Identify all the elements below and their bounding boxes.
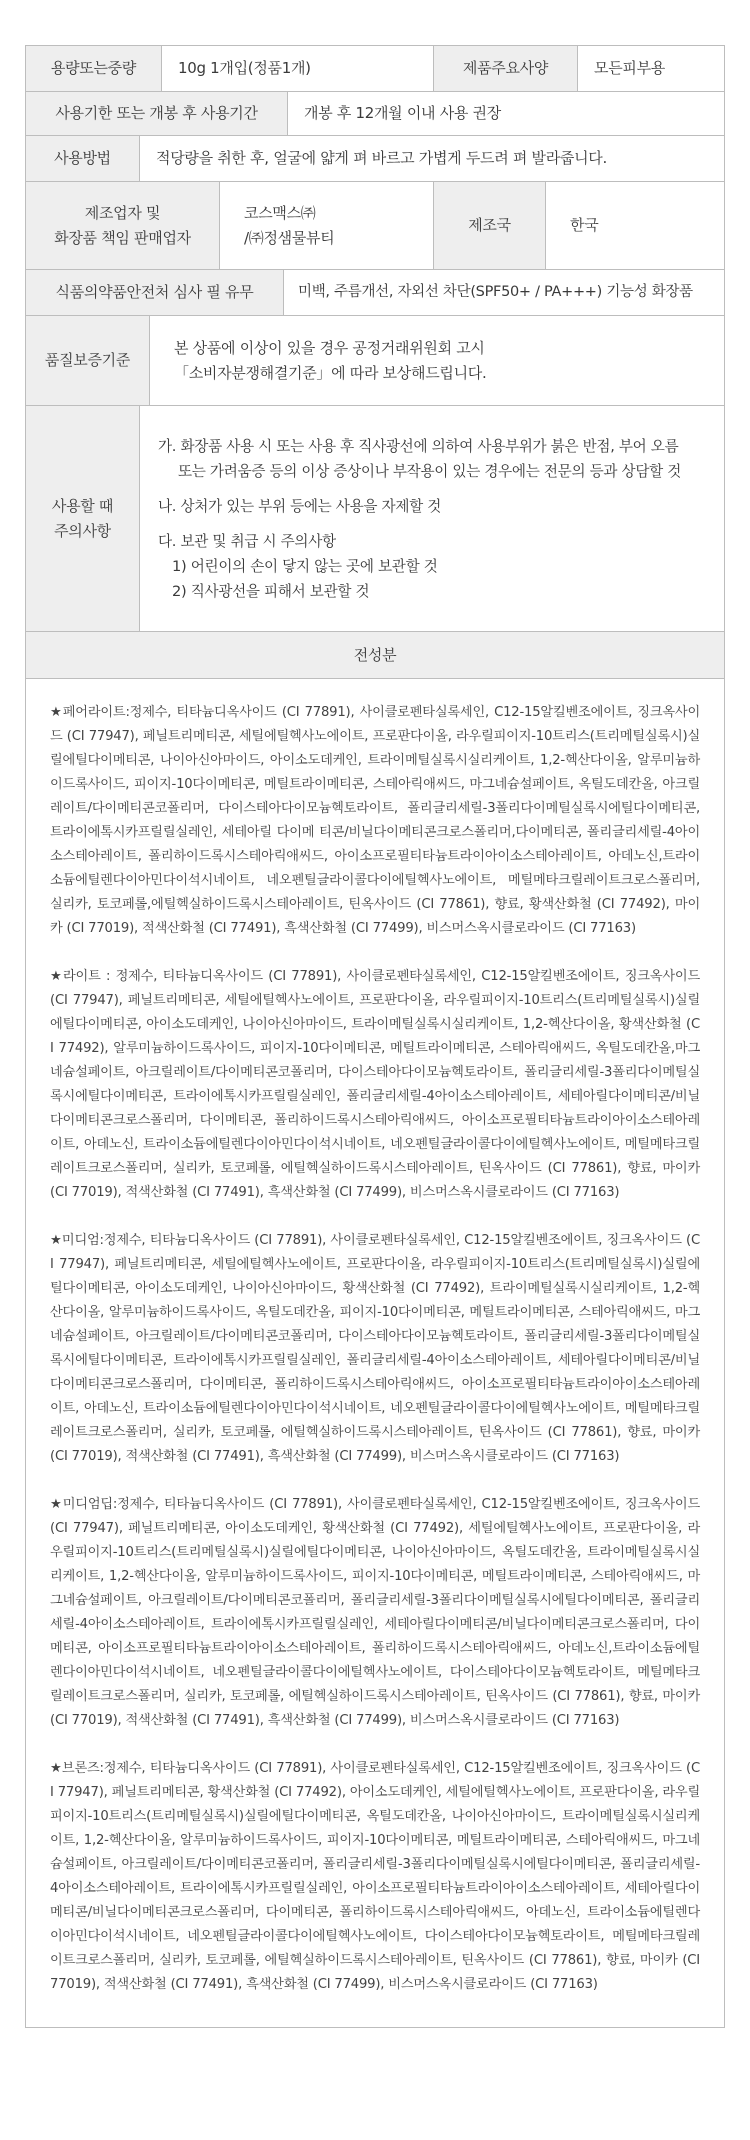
quality-label: 품질보증기준 (26, 316, 150, 405)
mfds-value: 미백, 주름개선, 자외선 차단(SPF50+ / PA+++) 기능성 화장품 (284, 270, 724, 315)
caution-c: 다. 보관 및 취급 시 주의사항 (158, 532, 336, 550)
maker-row (26, 182, 724, 270)
maker-label-line1: 제조업자 및 (84, 203, 161, 222)
expiry-label: 사용기한 또는 개봉 후 사용기간 (26, 92, 288, 135)
ingredients-body (26, 679, 724, 2027)
maker-value (220, 182, 434, 269)
caution-a-line1: 가. 화장품 사용 시 또는 사용 후 직사광선에 의하여 사용부위가 붉은 반점, 부어 오름 (158, 437, 679, 455)
capacity-label: 용량또는중량 (26, 46, 162, 91)
expiry-value: 개봉 후 12개월 이내 사용 권장 (288, 92, 724, 135)
country-label: 제조국 (434, 182, 546, 269)
maker-value-line1: 코스맥스㈜ (244, 203, 316, 222)
spec-value: 모든피부용 (578, 46, 724, 91)
ingredients-title-row (26, 632, 724, 679)
ingredient-list-light: ★라이트 : 정제수, 티타늄디옥사이드 (CI 77891), 사이클로펜타실록세인, C12-15알킬벤조에이트, 징크옥사이드 (CI 77947), 페닐트리메티콘, 세틸에틸헥사노에이트, 프로판다이올, 라우릴피이지-10트리스(트리메틸실록시)실릴에틸다이메티콘, 아이소도데케인, 나이아신아마이드, 트라이메틸실록시실리케이트, 1,2-헥산다이올, 황색산화철 (CI 77492), 알루미늄하이드록사이드, 피이지-10다이메티콘, 메틸트라이메티콘, 스테아릭애씨드, 옥틸도데칸올,마그네슘설페이트, 아크릴레이트/다이메티콘코폴리머, 다이스테아다이모늄헥토라이트, 폴리글리세릴-3폴리다이메틸실록시에틸다이메티콘, 트라이에톡시카프릴릴실레인, 폴리글리세릴-4아이소스테아레이트, 세테아릴다이메티콘/비닐다이메티콘크로스폴리머, 다이메티콘, 폴리하이드록시스테아릭애씨드, 아이소프로필티타늄트라이아이소스테아레이트, 아데노신, 트라이소듐에틸렌다이아민다이석시네이트, 네오펜틸글라이콜다이에틸헥사노에이트, 메틸메타크릴레이트크로스폴리머, 실리카, 토코페롤, 에틸헥실하이드록시스테아레이트, 틴옥사이드 (CI 77861), 향료, 마이카 (CI 77019), 적색산화철 (CI 77491), 흑색산화철 (CI 77499), 비스머스옥시클로라이드 (CI 77163) (50, 969, 700, 1200)
ingredient-list-medium-deep: ★미디엄딥:정제수, 티타늄디옥사이드 (CI 77891), 사이클로펜타실록세인, C12-15알킬벤조에이트, 징크옥사이드 (CI 77947), 페닐트리메티콘, 아이소도데케인, 황색산화철 (CI 77492), 세틸에틸헥사노에이트, 프로판다이올, 라우릴피이지-10트리스(트리메틸실록시)실릴에틸다이메티콘, 나이아신아마이드, 옥틸도데칸올, 트라이메틸실록시실리케이트, 1,2-헥산다이올, 알루미늄하이드록사이드, 피이지-10다이메티콘, 메틸트라이메티콘, 스테아릭애씨드, 마그네슘설페이트, 아크릴레이트/다이메티콘코폴리머, 폴리글리세릴-3폴리다이메틸실록시에틸다이메티콘, 폴리글리세릴-4아이소스테아레이트, 트라이에톡시카프릴릴실레인, 세테아릴다이메티콘/비닐다이메티콘크로스폴리머, 다이메티콘, 아이소프로필티타늄트라이아이소스테아레이트, 폴리하이드록시스테아릭애씨드, 아데노신,트라이소듐에틸렌다이아민다이석시네이트, 네오펜틸글라이콜다이에틸헥사노에이트, 다이스테아다이모늄헥토라이트, 메틸메타크릴레이트크로스폴리머, 실리카, 토코페롤, 에틸헥실하이드록시스테아레이트, 틴옥사이드 (CI 77861), 향료, 마이카 (CI 77019), 적색산화철 (CI 77491), 흑색산화철 (CI 77499), 비스머스옥시클로라이드 (CI 77163) (50, 1497, 700, 1728)
caution-label-line2: 주의사항 (54, 521, 111, 540)
ingredients-row (26, 679, 724, 2028)
caution-a-line2: 또는 가려움증 등의 이상 증상이나 부작용이 있는 경우에는 전문의 등과 상담할 것 (178, 462, 682, 480)
caution-label (26, 406, 140, 631)
capacity-row (26, 46, 724, 92)
quality-value (150, 316, 724, 405)
maker-label-line2: 화장품 책임 판매업자 (54, 228, 191, 247)
mfds-label: 식품의약품안전처 심사 필 유무 (26, 270, 284, 315)
maker-value-line2: /㈜정샘물뷰티 (244, 228, 335, 247)
quality-value-line1: 본 상품에 이상이 있을 경우 공정거래위원회 고시 (174, 338, 485, 357)
expiry-row (26, 92, 724, 136)
ingredients-title: 전성분 (26, 632, 724, 678)
ingredient-list-medium: ★미디엄:정제수, 티타늄디옥사이드 (CI 77891), 사이클로펜타실록세인, C12-15알킬벤조에이트, 징크옥사이드 (CI 77947), 페닐트리메티콘, 세틸에틸헥사노에이트, 프로판다이올, 라우릴피이지-10트리스(트리메틸실록시)실릴에틸다이메티콘, 아이소도데케인, 나이아신아마이드, 황색산화철 (CI 77492), 트라이메틸실록시실리케이트, 1,2-헥산다이올, 알루미늄하이드록사이드, 옥틸도데칸올, 피이지-10다이메티콘, 메틸트라이메티콘, 스테아릭애씨드, 마그네슘설페이트, 아크릴레이트/다이메티콘코폴리머, 다이스테아다이모늄헥토라이트, 폴리글리세릴-3폴리다이메틸실록시에틸다이메티콘, 트라이에톡시카프릴릴실레인, 폴리글리세릴-4아이소스테아레이트, 세테아릴다이메티콘/비닐다이메티콘크로스폴리머, 다이메티콘, 폴리하이드록시스테아릭애씨드, 아이소프로필티타늄트라이아이소스테아레이트, 아데노신, 트라이소듐에틸렌다이아민다이석시네이트, 네오펜틸글라이콜다이에틸헥사노에이트, 메틸메타크릴레이트크로스폴리머, 실리카, 토코페롤, 에틸헥실하이드록시스테아레이트, 틴옥사이드 (CI 77861), 향료, 마이카 (CI 77019), 적색산화철 (CI 77491), 흑색산화철 (CI 77499), 비스머스옥시클로라이드 (CI 77163) (50, 1233, 700, 1464)
country-value: 한국 (546, 182, 724, 269)
product-info-table (25, 45, 725, 2028)
maker-label (26, 182, 220, 269)
usage-label: 사용방법 (26, 136, 140, 181)
caution-row (26, 406, 724, 632)
caution-label-line1: 사용할 때 (51, 496, 114, 515)
usage-row (26, 136, 724, 182)
quality-row (26, 316, 724, 406)
usage-value: 적당량을 취한 후, 얼굴에 얇게 펴 바르고 가볍게 두드려 펴 발라줍니다. (140, 136, 724, 181)
caution-c1: 1) 어린이의 손이 닿지 않는 곳에 보관할 것 (172, 557, 438, 575)
caution-c2: 2) 직사광선을 피해서 보관할 것 (172, 582, 370, 600)
caution-value (140, 406, 724, 631)
quality-value-line2: 「소비자분쟁해결기준」에 따라 보상해드립니다. (174, 363, 487, 382)
ingredient-list-bronze: ★브론즈:정제수, 티타늄디옥사이드 (CI 77891), 사이클로펜타실록세인, C12-15알킬벤조에이트, 징크옥사이드 (CI 77947), 페닐트리메티콘, 황색산화철 (CI 77492), 아이소도데케인, 세틸에틸헥사노에이트, 프로판다이올, 라우릴피이지-10트리스(트리메틸실록시)실릴에틸다이메티콘, 옥틸도데칸올, 나이아신아마이드, 트라이메틸실록시실리케이트, 1,2-헥산다이올, 알루미늄하이드록사이드, 피이지-10다이메티콘, 메틸트라이메티콘, 스테아릭애씨드, 마그네슘설페이트, 아크릴레이트/다이메티콘코폴리머, 폴리글리세릴-3폴리다이메틸실록시에틸다이메티콘, 폴리글리세릴-4아이소스테아레이트, 트라이에톡시카프릴릴실레인, 아이소프로필티타늄트라이아이소스테아레이트, 세테아릴다이메티콘/비닐다이메티콘크로스폴리머, 다이메티콘, 폴리하이드록시스테아릭애씨드, 아데노신, 트라이소듐에틸렌다이아민다이석시네이트, 네오펜틸글라이콜다이에틸헥사노에이트, 다이스테아다이모늄헥토라이트, 메틸메타크릴레이트크로스폴리머, 실리카, 토코페롤, 에틸헥실하이드록시스테아레이트, 틴옥사이드 (CI 77861), 향료, 마이카 (CI 77019), 적색산화철 (CI 77491), 흑색산화철 (CI 77499), 비스머스옥시클로라이드 (CI 77163) (50, 1761, 700, 1992)
mfds-row (26, 270, 724, 316)
capacity-value: 10g 1개입(정품1개) (162, 46, 434, 91)
caution-b: 나. 상처가 있는 부위 등에는 사용을 자제할 것 (158, 497, 442, 515)
spec-label: 제품주요사양 (434, 46, 578, 91)
ingredient-list-fairlight: ★페어라이트:정제수, 티타늄디옥사이드 (CI 77891), 사이클로펜타실록세인, C12-15알킬벤조에이트, 징크옥사이드 (CI 77947), 페닐트리메티콘, 세틸에틸헥사노에이트, 프로판다이올, 라우릴피이지-10트리스(트리메틸실록시)실릴에틸다이메티콘, 나이아신아마이드, 아이소도데케인, 트라이메틸실록시실리케이트, 1,2-헥산다이올, 알루미늄하이드록사이드, 피이지-10다이메티콘, 메틸트라이메티콘, 스테아릭애씨드, 마그네슘설페이트, 옥틸도데칸올, 아크릴레이트/다이메티콘코폴리머, 다이스테아다이모늄헥토라이트, 폴리글리세릴-3폴리다이메틸실록시에틸다이메티콘, 트라이에톡시카프릴릴실레인, 세테아릴 다이메 티콘/비닐다이메티콘크로스폴리머,다이메티콘, 폴리글리세릴-4아이소스테아레이트, 폴리하이드록시스테아릭애씨드, 아이소프로필티타늄트라이아이소스테아레이트, 아데노신,트라이소듐에틸렌다이아민다이석시네이트, 네오펜틸글라이콜다이에틸헥사노에이트, 메틸메타크릴레이트크로스폴리머, 실리카, 토코페롤,에틸헥실하이드록시스테아레이트, 틴옥사이드 (CI 77861), 향료, 황색산화철 (CI 77492), 마이카 (CI 77019), 적색산화철 (CI 77491), 흑색산화철 (CI 77499), 비스머스옥시클로라이드 (CI 77163) (50, 705, 700, 936)
